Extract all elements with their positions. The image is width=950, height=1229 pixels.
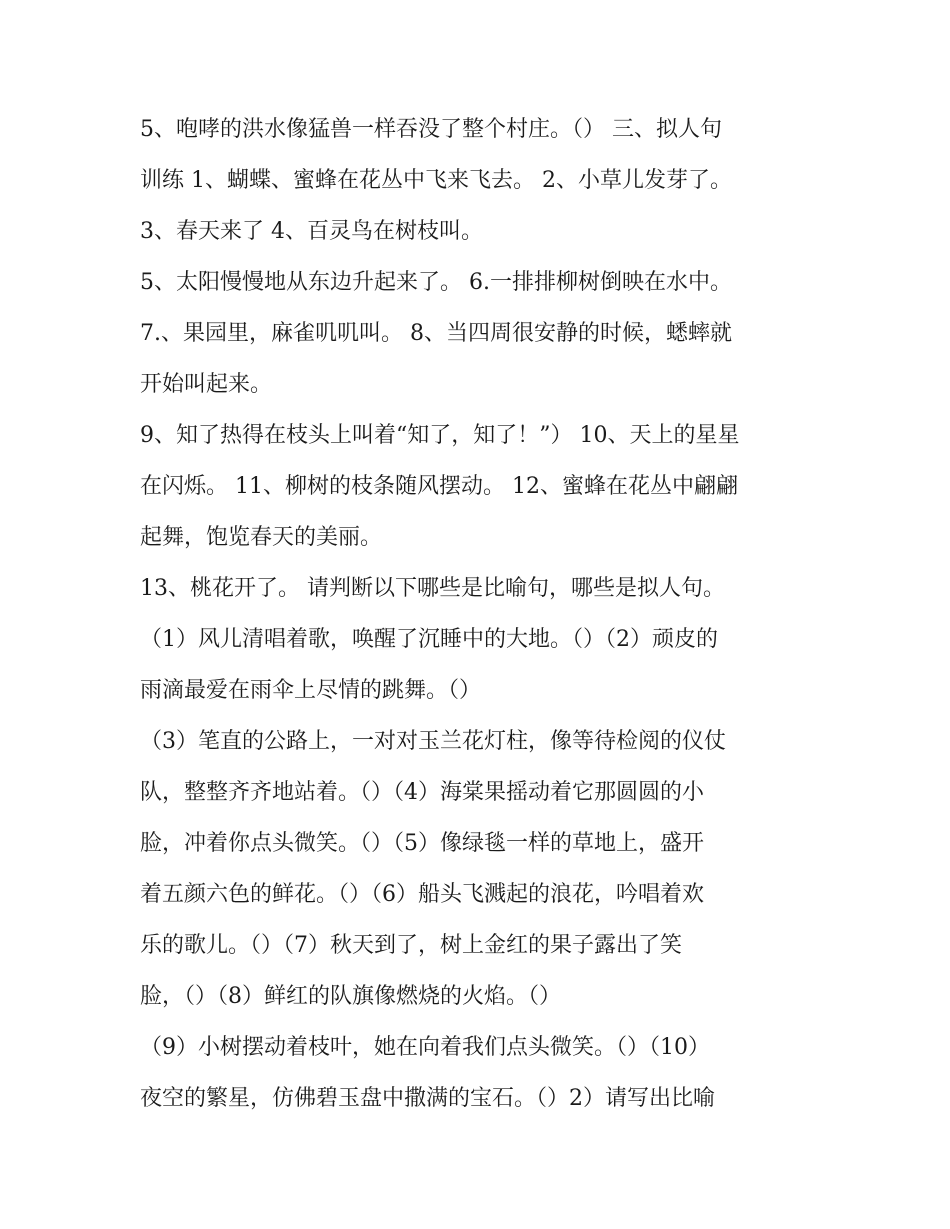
text-line-7: 9、知了热得在枝头上叫着“知了，知了！”） 10、天上的星星 [140, 423, 740, 448]
text-line-3: 3、春天来了 4、百灵鸟在树枝叫。 [140, 219, 483, 244]
text-line-19: （9）小树摆动着枝叶，她在向着我们点头微笑。（）（10） [140, 1035, 710, 1060]
text-line-2: 训练 1、蝴蝶、蜜蜂在花丛中飞来飞去。 2、小草儿发芽了。 [140, 168, 732, 193]
text-line-18: 脸，（）（8）鲜红的队旗像燃烧的火焰。（） [140, 984, 561, 1009]
document-body [140, 104, 810, 1124]
text-line-8: 在闪烁。 11、柳树的枝条随风摆动。 12、蜜蜂在花丛中翩翩 [140, 474, 738, 499]
text-line-5: 7.、果园里，麻雀叽叽叫。 8、当四周很安静的时候，蟋蟀就 [140, 321, 732, 346]
text-line-11: （1）风儿清唱着歌，唤醒了沉睡中的大地。（）（2）顽皮的 [140, 627, 718, 652]
text-line-16: 着五颜六色的鲜花。（）（6）船头飞溅起的浪花，吟唱着欢 [140, 882, 704, 907]
text-line-12: 雨滴最爱在雨伞上尽情的跳舞。（） [140, 678, 482, 703]
text-line-17: 乐的歌儿。（）（7）秋天到了，树上金红的果子露出了笑 [140, 933, 682, 958]
text-line-6: 开始叫起来。 [140, 372, 273, 397]
text-line-14: 队，整整齐齐地站着。（）（4）海棠果摇动着它那圆圆的小 [140, 780, 704, 805]
text-line-15: 脸，冲着你点头微笑。（）（5）像绿毯一样的草地上，盛开 [140, 831, 704, 856]
text-line-13: （3）笔直的公路上，一对对玉兰花灯柱，像等待检阅的仪仗 [140, 729, 726, 754]
text-line-10: 13、桃花开了。 请判断以下哪些是比喻句，哪些是拟人句。 [140, 576, 725, 601]
text-line-4: 5、太阳慢慢地从东边升起来了。 6.一排排柳树倒映在水中。 [140, 270, 732, 295]
text-line-9: 起舞，饱览春天的美丽。 [140, 525, 383, 550]
text-line-20: 夜空的繁星，仿佛碧玉盘中撒满的宝石。（）2）请写出比喻 [140, 1086, 715, 1111]
text-line-1: 5、咆哮的洪水像猛兽一样吞没了整个村庄。（） 三、拟人句 [140, 117, 722, 142]
